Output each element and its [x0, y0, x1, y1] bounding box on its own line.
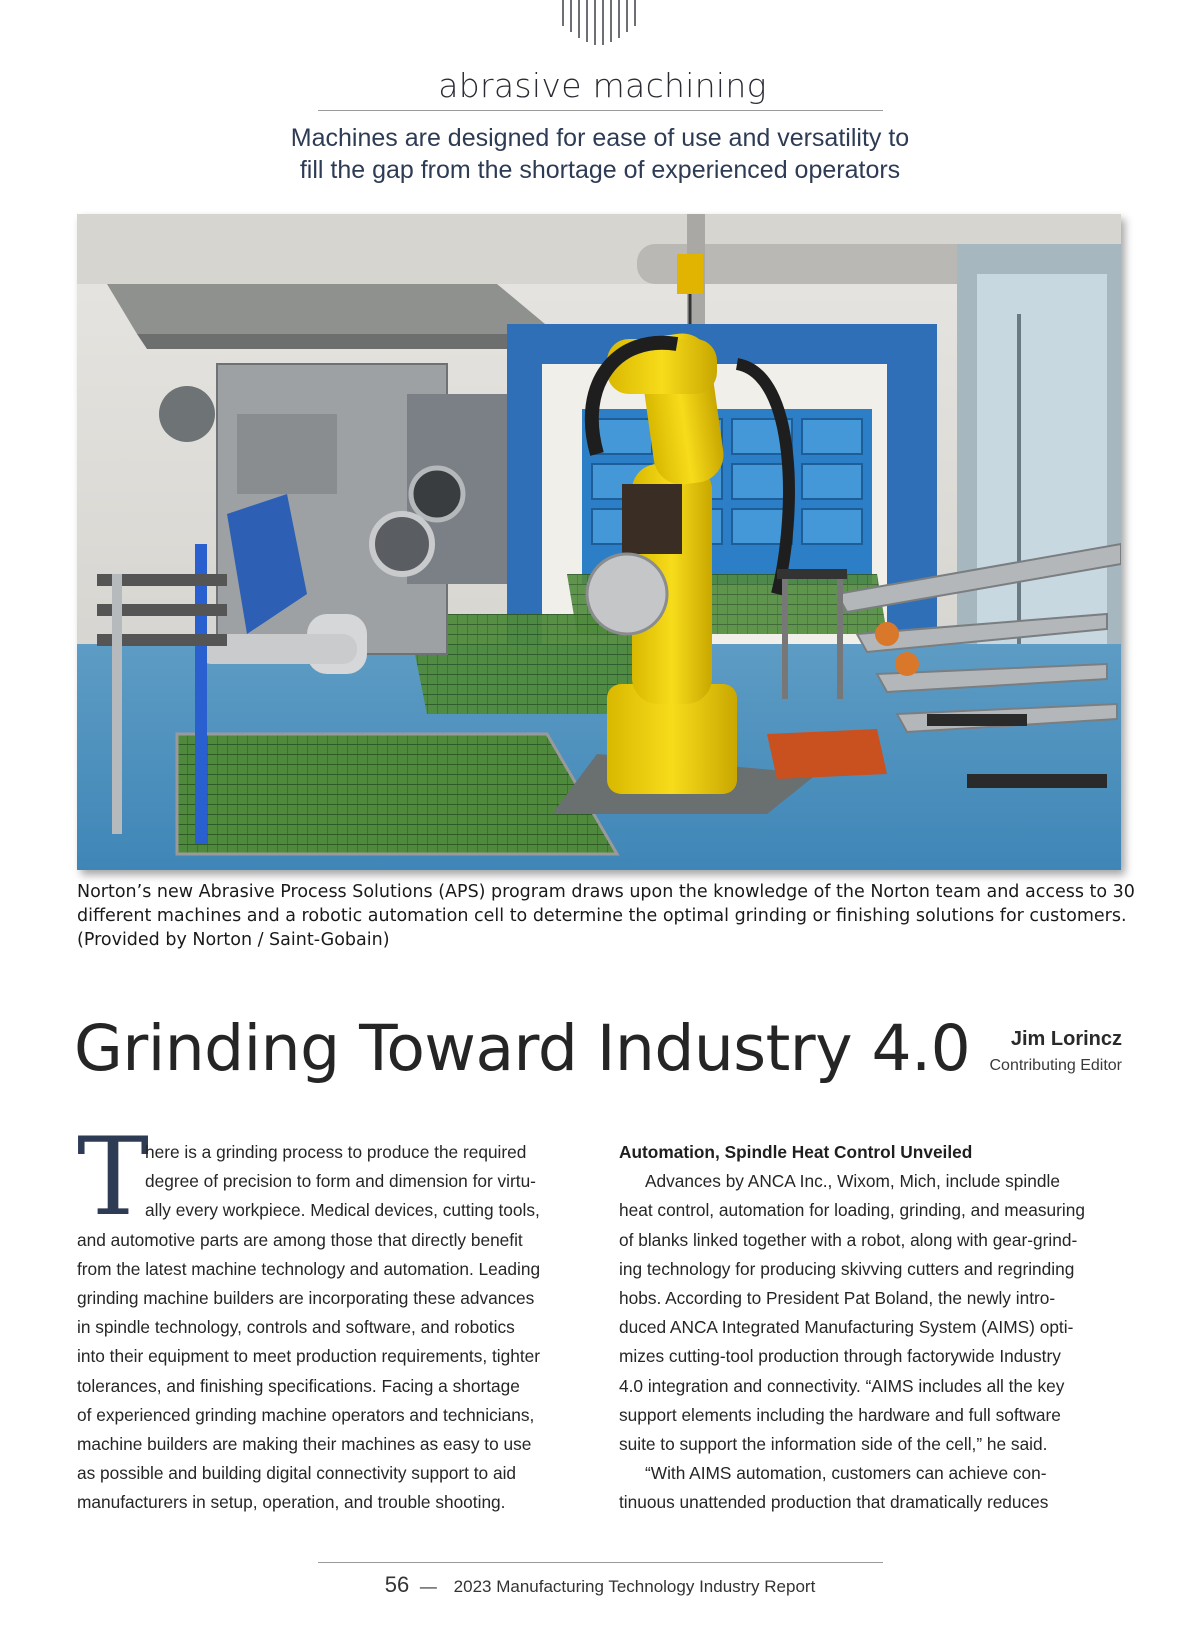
section-label: abrasive machining	[438, 66, 767, 105]
body-line: from the latest machine technology and automation. Leading	[77, 1258, 541, 1279]
body-line: “With AIMS automation, customers can achieve con-	[645, 1463, 1047, 1484]
article-title: Grinding Toward Industry 4.0	[74, 1012, 971, 1085]
body-column-left	[77, 1138, 587, 1518]
article-photo	[77, 214, 1121, 870]
body-line: Advances by ANCA Inc., Wixom, Mich, include spindle	[645, 1171, 1060, 1192]
article-deck	[180, 122, 1020, 186]
body-line: 4.0 integration and connectivity. “AIMS includes all the key	[619, 1375, 1065, 1396]
body-line: manufacturers in setup, operation, and trouble shooting.	[77, 1492, 506, 1513]
deck-line: Machines are designed for ease of use and versatility to	[290, 124, 910, 152]
body-line: duced ANCA Integrated Manufacturing System (AIMS) opti-	[619, 1317, 1074, 1338]
photo-caption	[77, 880, 1135, 952]
body-line: hobs. According to President Pat Boland, the newly intro-	[619, 1288, 1056, 1309]
caption-line: different machines and a robotic automation cell to determine the optimal grinding or finishing solutions for customers.	[77, 906, 1127, 926]
section-divider	[318, 110, 883, 111]
footer-divider	[318, 1562, 883, 1563]
body-line: tolerances, and finishing specifications. Facing a shortage	[77, 1375, 520, 1396]
body-line: and automotive parts are among those that directly benefit	[77, 1229, 523, 1250]
caption-line: (Provided by Norton / Saint-Gobain)	[77, 930, 390, 950]
body-line: into their equipment to meet production requirements, tighter	[77, 1346, 541, 1367]
body-line: grinding machine builders are incorporating these advances	[77, 1288, 535, 1309]
body-line: degree of precision to form and dimension for virtu-	[145, 1171, 536, 1192]
body-line: of blanks linked together with a robot, along with gear-grind-	[619, 1229, 1078, 1250]
drop-cap: T	[77, 1115, 150, 1240]
body-line: ing technology for producing skivving cutters and regrinding	[619, 1258, 1075, 1279]
section-subhead: Automation, Spindle Heat Control Unveiled	[619, 1142, 973, 1162]
footer-dash: —	[419, 1577, 437, 1596]
header-decoration	[560, 0, 640, 48]
body-line: machine builders are making their machines as easy to use	[77, 1434, 532, 1455]
author-role: Contributing Editor	[989, 1057, 1122, 1074]
body-line: in spindle technology, controls and software, and robotics	[77, 1317, 515, 1338]
body-column-right	[619, 1138, 1129, 1518]
body-line: ally every workpiece. Medical devices, cutting tools,	[145, 1200, 540, 1221]
deck-line: fill the gap from the shortage of experienced operators	[299, 156, 901, 184]
caption-line: Norton’s new Abrasive Process Solutions (APS) program draws upon the knowledge of the Norton team and access to 30	[77, 882, 1135, 902]
body-line: as possible and building digital connectivity support to aid	[77, 1463, 517, 1484]
body-line: tinuous unattended production that dramatically reduces	[619, 1492, 1049, 1513]
body-line: support elements including the hardware and full software	[619, 1404, 1061, 1425]
author-name: Jim Lorincz	[1010, 1028, 1122, 1050]
body-line: mizes cutting-tool production through factorywide Industry	[619, 1346, 1061, 1367]
body-line: suite to support the information side of the cell,” he said.	[619, 1434, 1048, 1455]
body-line: here is a grinding process to produce the required	[145, 1142, 527, 1162]
page-footer	[0, 1572, 1200, 1598]
publication-title: 2023 Manufacturing Technology Industry Report	[453, 1577, 816, 1596]
body-line: of experienced grinding machine operators and technicians,	[77, 1404, 535, 1425]
body-line: heat control, automation for loading, grinding, and measuring	[619, 1200, 1085, 1221]
byline	[989, 1028, 1122, 1075]
page-number: 56	[384, 1572, 410, 1597]
